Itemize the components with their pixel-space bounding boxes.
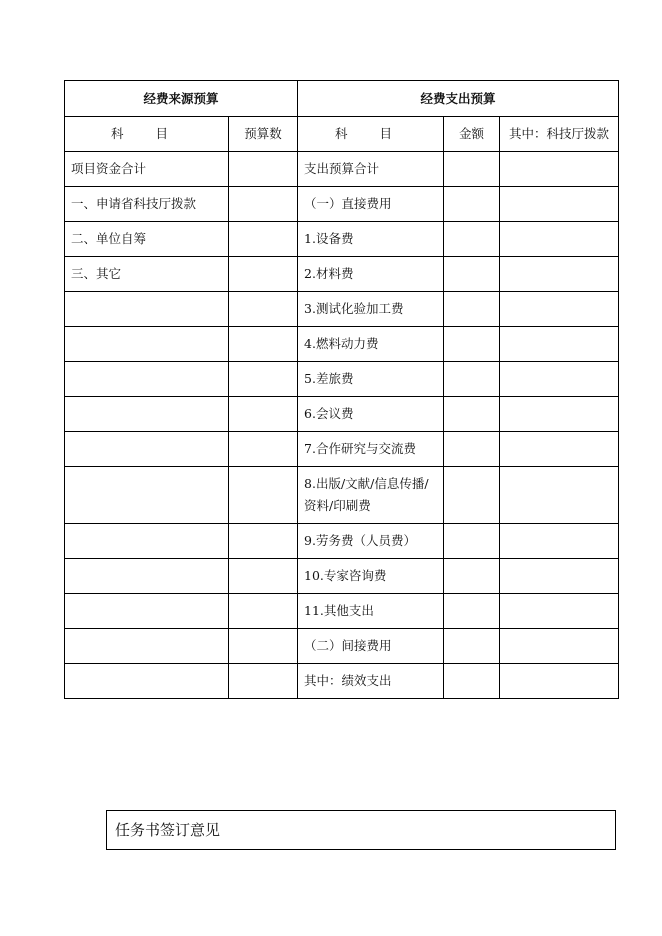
income-item-cell <box>65 432 229 467</box>
income-amount-cell <box>229 559 298 594</box>
expense-item-cell: 2.材料费 <box>298 257 444 292</box>
table-row <box>65 327 619 362</box>
income-amount-cell <box>229 664 298 699</box>
expense-grant-cell <box>500 559 619 594</box>
expense-grant-cell <box>500 152 619 187</box>
expense-amount-cell <box>444 664 500 699</box>
signing-opinion-label: 任务书签订意见 <box>115 821 221 839</box>
table-row <box>65 152 619 187</box>
expense-grant-cell <box>500 257 619 292</box>
expense-amount-cell <box>444 629 500 664</box>
expense-item-cell: 7.合作研究与交流费 <box>298 432 444 467</box>
expense-grant-cell <box>500 664 619 699</box>
expense-grant-cell <box>500 594 619 629</box>
expense-item-cell: 其中：绩效支出 <box>298 664 444 699</box>
income-item-cell <box>65 362 229 397</box>
expense-grant-column-header: 其中：科技厅拨款 <box>500 117 619 152</box>
table-row <box>65 397 619 432</box>
income-item-cell <box>65 664 229 699</box>
expense-grant-cell <box>500 327 619 362</box>
income-item-cell: 三、其它 <box>65 257 229 292</box>
income-item-cell: 一、申请省科技厅拨款 <box>65 187 229 222</box>
table-row <box>65 222 619 257</box>
income-amount-cell <box>229 152 298 187</box>
expense-grant-cell <box>500 362 619 397</box>
expense-amount-cell <box>444 432 500 467</box>
table-row <box>65 187 619 222</box>
expense-item-cell: 3.测试化验加工费 <box>298 292 444 327</box>
expense-grant-cell <box>500 432 619 467</box>
income-item-cell <box>65 327 229 362</box>
expense-item-cell: 9.劳务费（人员费） <box>298 524 444 559</box>
expense-grant-cell <box>500 524 619 559</box>
income-budget-header: 经费来源预算 <box>65 81 298 117</box>
table-row <box>65 432 619 467</box>
expense-budget-header: 经费支出预算 <box>298 81 619 117</box>
income-item-column-header: 科 目 <box>65 117 229 152</box>
expense-amount-cell <box>444 187 500 222</box>
expense-item-cell: 4.燃料动力费 <box>298 327 444 362</box>
expense-item-cell: 10.专家咨询费 <box>298 559 444 594</box>
income-amount-cell <box>229 222 298 257</box>
table-row <box>65 467 619 524</box>
income-amount-cell <box>229 397 298 432</box>
expense-grant-cell <box>500 397 619 432</box>
expense-amount-cell <box>444 292 500 327</box>
income-amount-cell <box>229 524 298 559</box>
income-item-cell <box>65 467 229 524</box>
income-amount-cell <box>229 467 298 524</box>
expense-grant-cell <box>500 467 619 524</box>
income-amount-cell <box>229 432 298 467</box>
table-row <box>65 362 619 397</box>
table-row <box>65 664 619 699</box>
expense-item-cell: 5.差旅费 <box>298 362 444 397</box>
expense-amount-cell <box>444 362 500 397</box>
expense-amount-column-header: 金额 <box>444 117 500 152</box>
expense-amount-cell <box>444 327 500 362</box>
expense-item-cell: 11.其他支出 <box>298 594 444 629</box>
expense-amount-cell <box>444 524 500 559</box>
expense-item-cell: 1.设备费 <box>298 222 444 257</box>
income-amount-cell <box>229 629 298 664</box>
table-row <box>65 559 619 594</box>
table-row <box>65 594 619 629</box>
income-item-cell: 二、单位自筹 <box>65 222 229 257</box>
income-item-cell <box>65 397 229 432</box>
income-amount-cell <box>229 594 298 629</box>
income-amount-cell <box>229 327 298 362</box>
expense-item-cell: （二）间接费用 <box>298 629 444 664</box>
expense-amount-cell <box>444 594 500 629</box>
expense-item-cell: 6.会议费 <box>298 397 444 432</box>
expense-grant-cell <box>500 292 619 327</box>
expense-item-cell: 8.出版/文献/信息传播/资料/印刷费 <box>298 467 444 524</box>
expense-amount-cell <box>444 152 500 187</box>
income-item-cell: 项目资金合计 <box>65 152 229 187</box>
expense-amount-cell <box>444 222 500 257</box>
signing-opinion-box <box>106 810 616 850</box>
income-item-cell <box>65 559 229 594</box>
expense-grant-cell <box>500 187 619 222</box>
expense-amount-cell <box>444 559 500 594</box>
income-amount-cell <box>229 257 298 292</box>
expense-item-cell: （一）直接费用 <box>298 187 444 222</box>
expense-item-column-header: 科 目 <box>298 117 444 152</box>
income-amount-column-header: 预算数 <box>229 117 298 152</box>
income-amount-cell <box>229 292 298 327</box>
table-row <box>65 292 619 327</box>
expense-amount-cell <box>444 257 500 292</box>
budget-table <box>64 80 619 699</box>
table-row <box>65 257 619 292</box>
income-item-cell <box>65 524 229 559</box>
income-amount-cell <box>229 362 298 397</box>
income-item-cell <box>65 594 229 629</box>
expense-item-cell: 支出预算合计 <box>298 152 444 187</box>
income-amount-cell <box>229 187 298 222</box>
table-row <box>65 629 619 664</box>
table-row <box>65 524 619 559</box>
expense-amount-cell <box>444 467 500 524</box>
expense-grant-cell <box>500 222 619 257</box>
income-item-cell <box>65 292 229 327</box>
income-item-cell <box>65 629 229 664</box>
expense-amount-cell <box>444 397 500 432</box>
expense-grant-cell <box>500 629 619 664</box>
